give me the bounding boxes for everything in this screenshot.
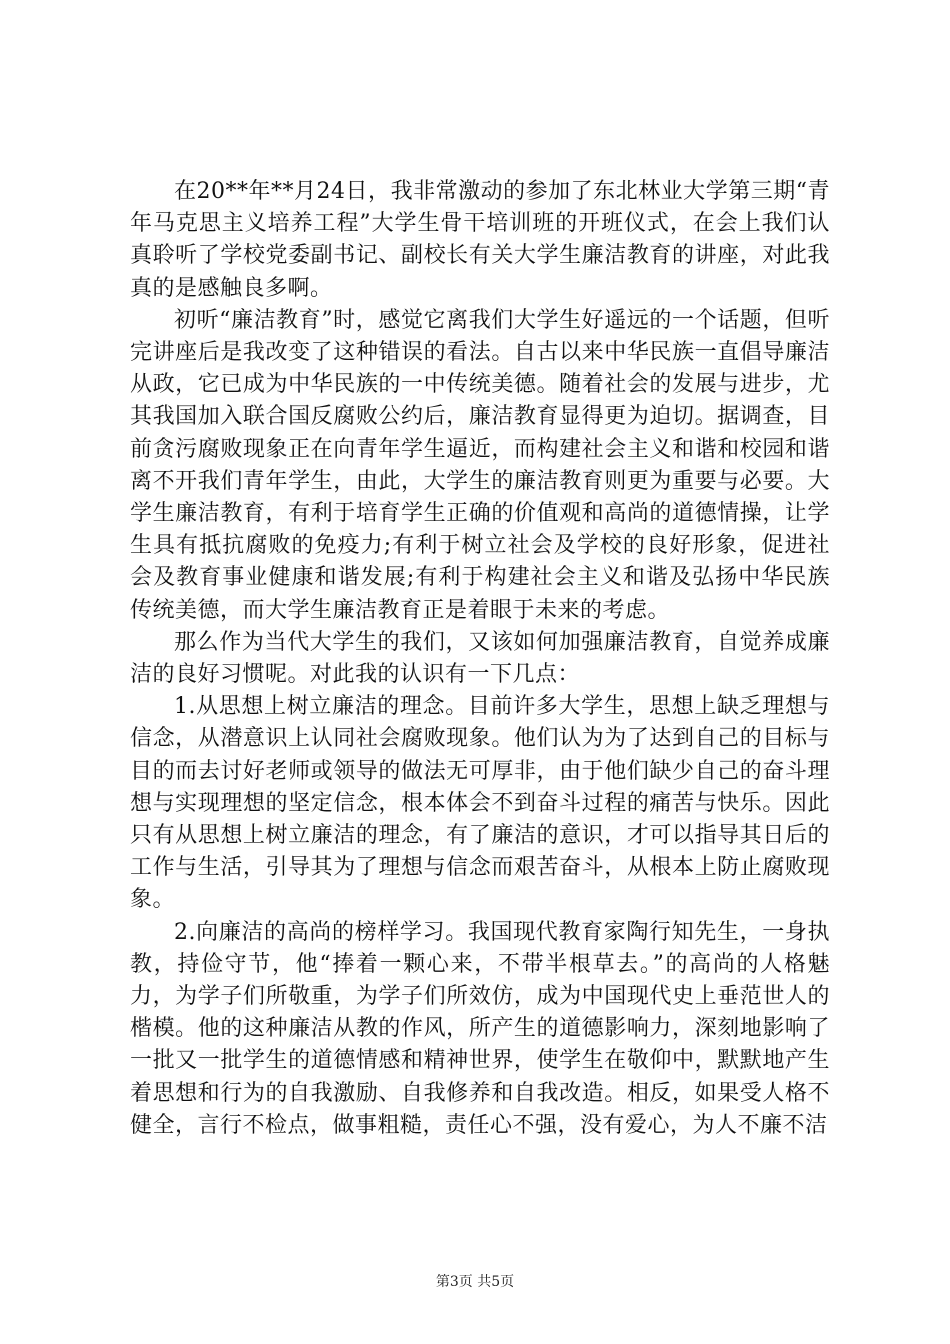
paragraph-point-2: 2.向廉洁的高尚的榜样学习。我国现代教育家陶行知先生，一身执教，持俭守节，他“捧着一颗心来，不带半根草去。”的高尚的人格魅力，为学子们所敬重，为学子们所效仿，成为中国现代史上垂范世人的楷模。他的这种廉洁从教的作风，所产生的道德影响力，深刻地影响了一批又一批学生的道德情感和精神世界，使学生在敬仰中，默默地产生着思想和行为的自我激励、自我修养和自我改造。相反，如果受人格不健全，言行不检点，做事粗糙，责任心不强，没有爱心，为人不廉不洁 — [130, 919, 830, 1138]
page-footer: 第3页 共5页 — [435, 1274, 515, 1290]
paragraph-question: 那么作为当代大学生的我们，又该如何加强廉洁教育，自觉养成廉洁的良好习惯呢。对此我的认识有一下几点： — [130, 629, 830, 688]
paragraph-opening: 在20**年**月24日，我非常激动的参加了东北林业大学第三期“青年马克思主义培养工程”大学生骨干培训班的开班仪式，在会上我们认真聆听了学校党委副书记、副校长有关大学生廉洁教育的讲座，对此我真的是感触良多啊。 — [130, 179, 830, 301]
document-body — [130, 176, 830, 1142]
paragraph-point-1: 1.从思想上树立廉洁的理念。目前许多大学生，思想上缺乏理想与信念，从潜意识上认同社会腐败现象。他们认为为了达到自己的目标与目的而去讨好老师或领导的做法无可厚非，由于他们缺少自己的奋斗理想与实现理想的坚定信念，根本体会不到奋斗过程的痛苦与快乐。因此只有从思想上树立廉洁的理念，有了廉洁的意识，才可以指导其日后的工作与生活，引导其为了理想与信念而艰苦奋斗，从根本上防止腐败现象。 — [130, 694, 830, 913]
paragraph-integrity-education: 初听“廉洁教育”时，感觉它离我们大学生好遥远的一个话题，但听完讲座后是我改变了这种错误的看法。自古以来中华民族一直倡导廉洁从政，它已成为中华民族的一中传统美德。随着社会的发展与进步，尤其我国加入联合国反腐败公约后，廉洁教育显得更为迫切。据调查，目前贪污腐败现象正在向青年学生逼近，而构建社会主义和谐和校园和谐离不开我们青年学生，由此，大学生的廉洁教育则更为重要与必要。大学生廉洁教育，有利于培育学生正确的价值观和高尚的道德情操，让学生具有抵抗腐败的免疫力;有利于树立社会及学校的良好形象，促进社会及教育事业健康和谐发展;有利于构建社会主义和谐及弘扬中华民族传统美德，而大学生廉洁教育正是着眼于未来的考虑。 — [130, 307, 830, 623]
